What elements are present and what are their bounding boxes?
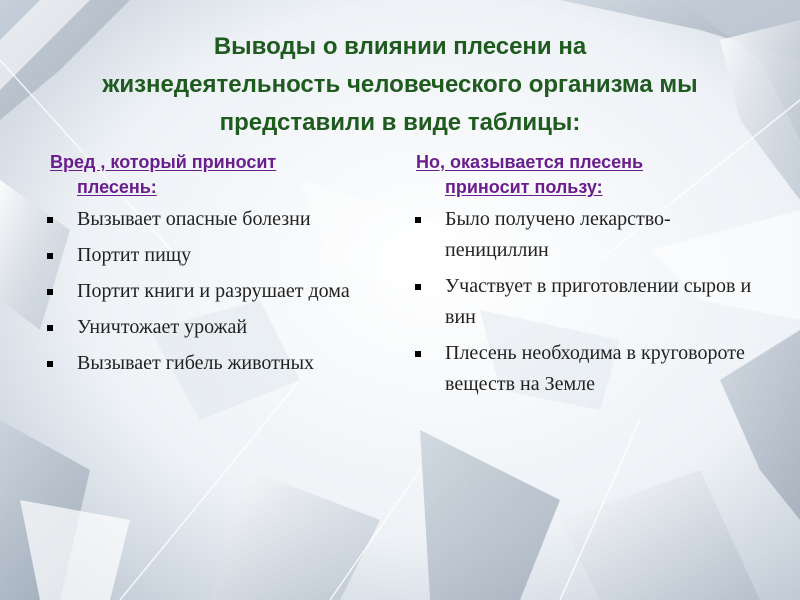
title-line: Выводы о влиянии плесени на (213, 33, 587, 60)
benefit-list-item (408, 271, 768, 333)
harm-item-text: Портит пищу (77, 244, 192, 266)
slide-title (30, 28, 770, 142)
harm-list-item (40, 240, 390, 271)
benefit-heading (408, 150, 768, 200)
square-bullet-icon (47, 361, 53, 367)
harm-item-text: Вызывает опасные болезни (77, 208, 311, 230)
benefit-list-item (408, 338, 768, 400)
benefit-column (408, 150, 768, 405)
benefit-list-item (408, 204, 768, 266)
harm-column (40, 150, 390, 384)
harm-list-item (40, 276, 390, 307)
benefit-item-text: Плесень необходима в круговороте веществ на Земле (445, 342, 745, 395)
benefit-item-text: Участвует в приготовлении сыров и вин (445, 275, 752, 328)
harm-heading-line: плесень: (77, 177, 157, 197)
square-bullet-icon (47, 289, 53, 295)
square-bullet-icon (47, 217, 53, 223)
harm-list-item (40, 312, 390, 343)
square-bullet-icon (47, 325, 53, 331)
harm-list (40, 204, 390, 379)
harm-list-item (40, 204, 390, 235)
square-bullet-icon (415, 284, 421, 290)
harm-heading-line: Вред , который приносит (50, 152, 277, 172)
square-bullet-icon (47, 253, 53, 259)
harm-item-text: Вызывает гибель животных (77, 352, 315, 374)
title-line: представили в виде таблицы: (219, 109, 581, 136)
benefit-item-text: Было получено лекарство-пенициллин (445, 208, 671, 261)
harm-item-text: Уничтожает урожай (77, 316, 248, 338)
title-line: жизнедеятельность человеческого организма мы (102, 71, 698, 98)
harm-heading (40, 150, 390, 200)
square-bullet-icon (415, 351, 421, 357)
benefit-heading-line: Но, оказывается плесень (416, 152, 644, 172)
benefit-heading-line: приносит пользу: (445, 177, 603, 197)
benefit-list (408, 204, 768, 400)
harm-item-text: Портит книги и разрушает дома (77, 280, 350, 302)
harm-list-item (40, 348, 390, 379)
square-bullet-icon (415, 217, 421, 223)
